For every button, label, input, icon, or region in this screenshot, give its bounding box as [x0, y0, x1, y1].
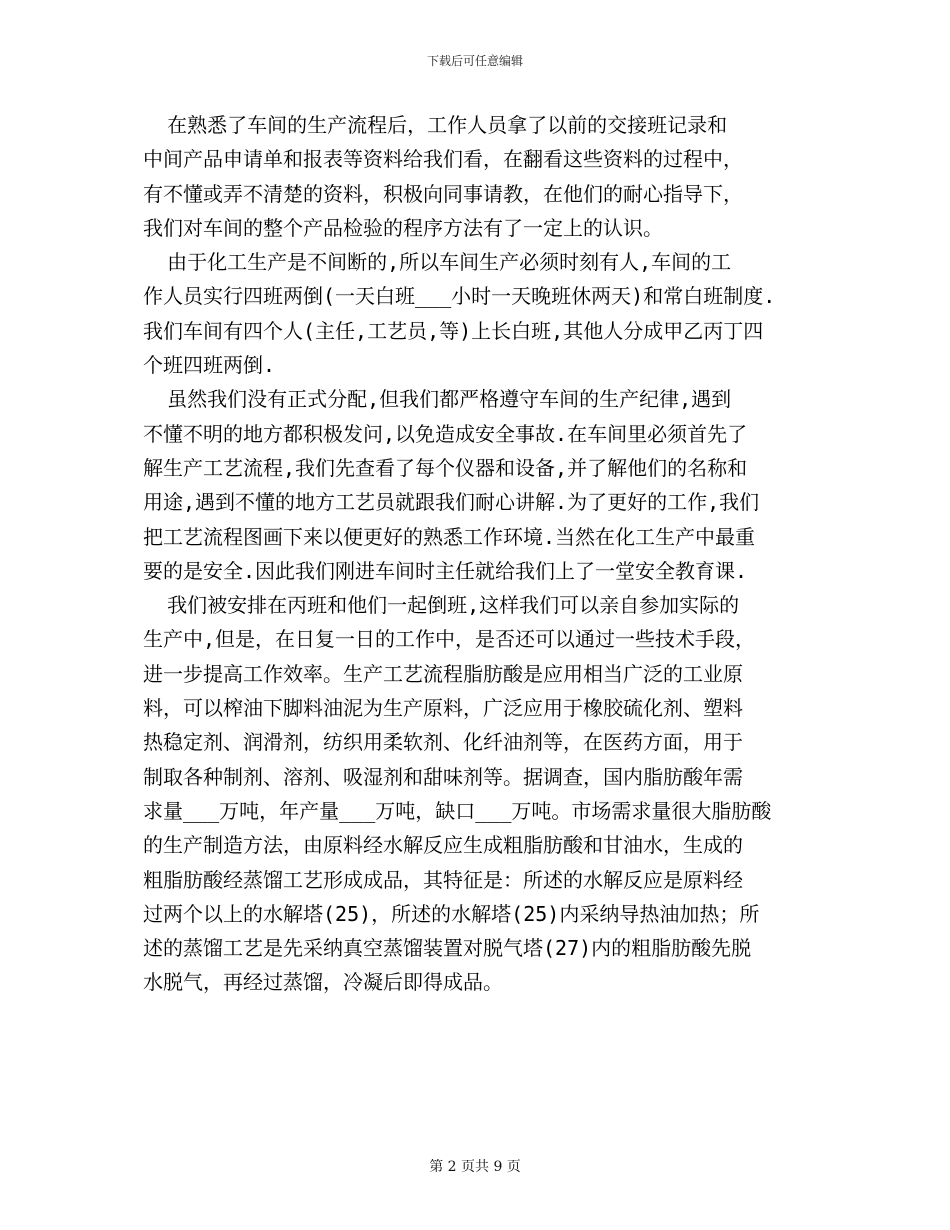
text-line: 把工艺流程图画下来以便更好的熟悉工作环境.当然在化工生产中最重	[143, 524, 756, 549]
text-line: 料，可以榨油下脚料油泥为生产原料，广泛应用于橡胶硫化剂、塑料	[143, 696, 743, 721]
text-line: 我们被安排在丙班和他们一起倒班,这样我们可以亲自参加实际的	[143, 593, 740, 618]
text-line: 述的蒸馏工艺是先采纳真空蒸馏装置对脱气塔(27)内的粗脂肪酸先脱	[143, 936, 752, 961]
text-line: 粗脂肪酸经蒸馏工艺形成成品，其特征是：所述的水解反应是原料经	[143, 867, 743, 892]
paragraph	[143, 245, 811, 382]
text-line: 的生产制造方法，由原料经水解反应生成粗脂肪酸和甘油水，生成的	[143, 833, 743, 858]
text-line: 不懂不明的地方都积极发问,以免造成安全事故.在车间里必须首先了	[143, 421, 748, 446]
text-line: 在熟悉了车间的生产流程后，工作人员拿了以前的交接班记录和	[143, 113, 728, 137]
page-header: 下载后可任意编辑	[426, 54, 523, 68]
text-line: 用途,遇到不懂的地方工艺员就跟我们耐心讲解.为了更好的工作,我们	[143, 490, 760, 515]
text-line: 求量___万吨，年产量___万吨，缺口___万吨。市场需求量很大脂肪酸	[143, 798, 772, 823]
text-line: 解生产工艺流程,我们先查看了每个仪器和设备,并了解他们的名称和	[143, 455, 748, 480]
text-line: 过两个以上的水解塔(25)，所述的水解塔(25)内采纳导热油加热；所	[143, 901, 760, 926]
text-line: 中间产品申请单和报表等资料给我们看，在翻看这些资料的过程中，	[143, 147, 743, 172]
paragraph	[143, 382, 811, 588]
text-line: 个班四班两倒.	[143, 353, 276, 378]
paragraph	[143, 588, 811, 1000]
document-body	[143, 108, 811, 1000]
text-line: 热稳定剂、润滑剂，纺织用柔软剂、化纤油剂等，在医药方面，用于	[143, 730, 743, 755]
text-line: 要的是安全.因此我们刚进车间时主任就给我们上了一堂安全教育课.	[143, 558, 748, 583]
page-number: 第 2 页共 9 页	[429, 1159, 521, 1175]
text-line: 水脱气，再经过蒸馏，冷凝后即得成品。	[143, 970, 503, 995]
paragraph	[143, 108, 811, 245]
text-line: 生产中,但是，在日复一日的工作中，是否还可以通过一些技术手段，	[143, 627, 756, 652]
text-line: 由于化工生产是不间断的,所以车间生产必须时刻有人,车间的工	[143, 250, 732, 275]
text-line: 我们对车间的整个产品检验的程序方法有了一定上的认识。	[143, 215, 663, 240]
text-line: 进一步提高工作效率。生产工艺流程脂肪酸是应用相当广泛的工业原	[143, 661, 743, 686]
text-line: 我们车间有四个人(主任,工艺员,等)上长白班,其他人分成甲乙丙丁四	[143, 318, 764, 343]
text-line: 有不懂或弄不清楚的资料，积极向同事请教，在他们的耐心指导下，	[143, 181, 743, 206]
text-line: 作人员实行四班两倒(一天白班___小时一天晚班休两天)和常白班制度.	[143, 284, 776, 309]
text-line: 制取各种制剂、溶剂、吸湿剂和甜味剂等。据调查，国内脂肪酸年需	[143, 764, 743, 789]
text-line: 虽然我们没有正式分配,但我们都严格遵守车间的生产纪律,遇到	[143, 387, 732, 412]
